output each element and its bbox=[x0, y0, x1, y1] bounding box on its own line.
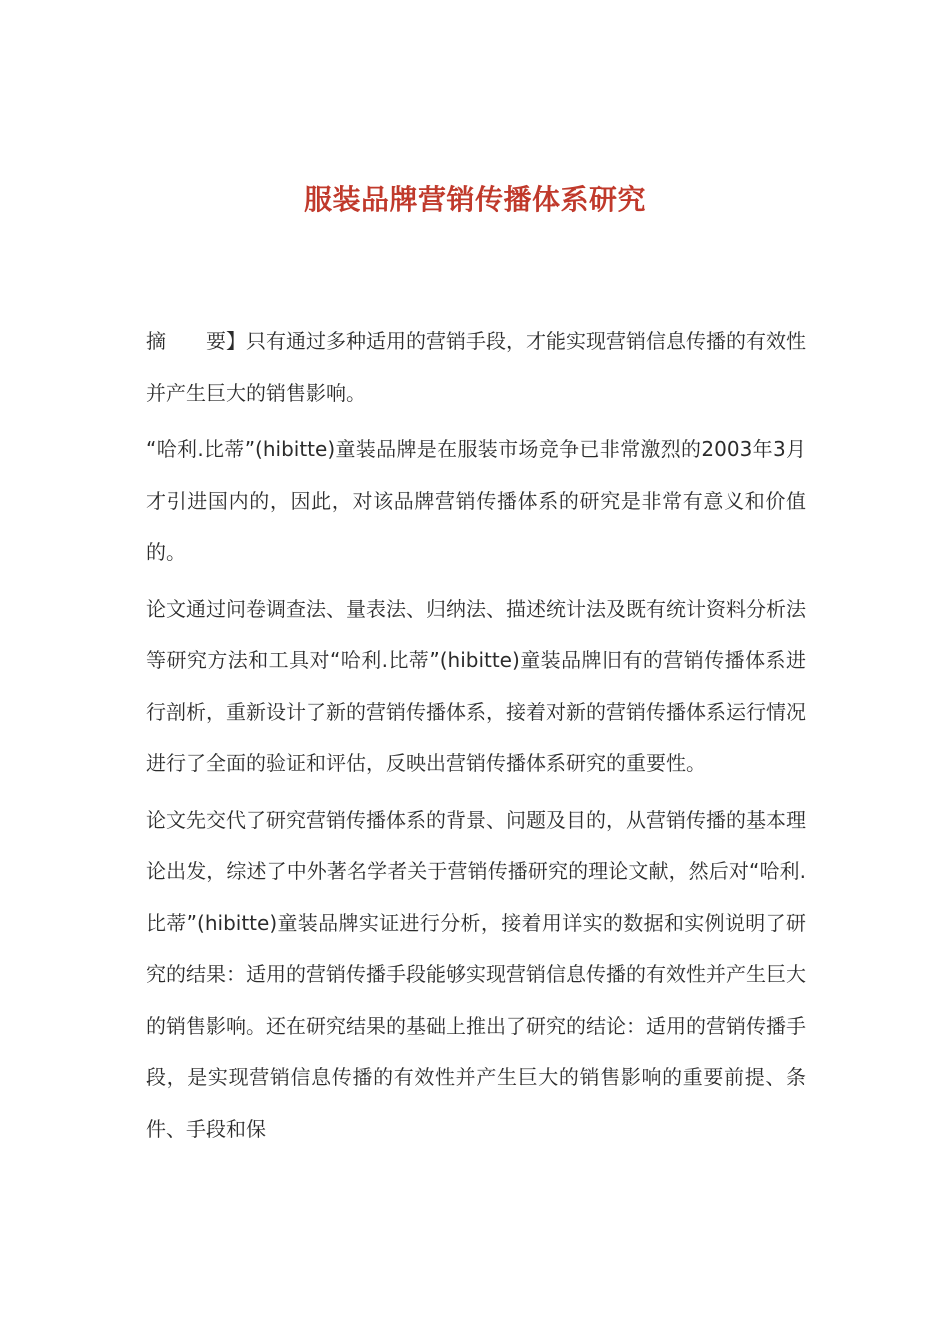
document-title: 服装品牌营销传播体系研究 bbox=[303, 183, 646, 216]
body-paragraph-1: “哈利.比蒂”(hibitte)童装品牌是在服装市场竞争已非常激烈的2003年3月才引进国内的，因此，对该品牌营销传播体系的研究是非常有意义和价值的。 bbox=[146, 437, 806, 564]
abstract-text: 只有通过多种适用的营销手段，才能实现营销信息传播的有效性并产生巨大的销售影响。 bbox=[146, 329, 806, 405]
body-paragraph-2: 论文通过问卷调查法、量表法、归纳法、描述统计法及既有统计资料分析法等研究方法和工具对“哈利.比蒂”(hibitte)童装品牌旧有的营销传播体系进行剖析，重新设计了新的营销传播体系，接着对新的营销传播体系运行情况进行了全面的验证和评估，反映出营销传播体系研究的重要性。 bbox=[146, 596, 806, 775]
body-paragraph-3: 论文先交代了研究营销传播体系的背景、问题及目的，从营销传播的基本理论出发，综述了中外著名学者关于营销传播研究的理论文献，然后对“哈利.比蒂”(hibitte)童装品牌实证进行分析，接着用详实的数据和实例说明了研究的结果：适用的营销传播手段能够实现营销信息传播的有效性并产生巨大的销售影响。还在研究结果的基础上推出了研究的结论：适用的营销传播手段，是实现营销信息传播的有效性并产生巨大的销售影响的重要前提、条件、手段和保 bbox=[146, 807, 806, 1141]
abstract-label-first: 摘 bbox=[146, 329, 166, 353]
abstract-label-second: 要】 bbox=[206, 329, 246, 353]
abstract-paragraph bbox=[146, 316, 806, 419]
document-body bbox=[146, 316, 806, 1160]
